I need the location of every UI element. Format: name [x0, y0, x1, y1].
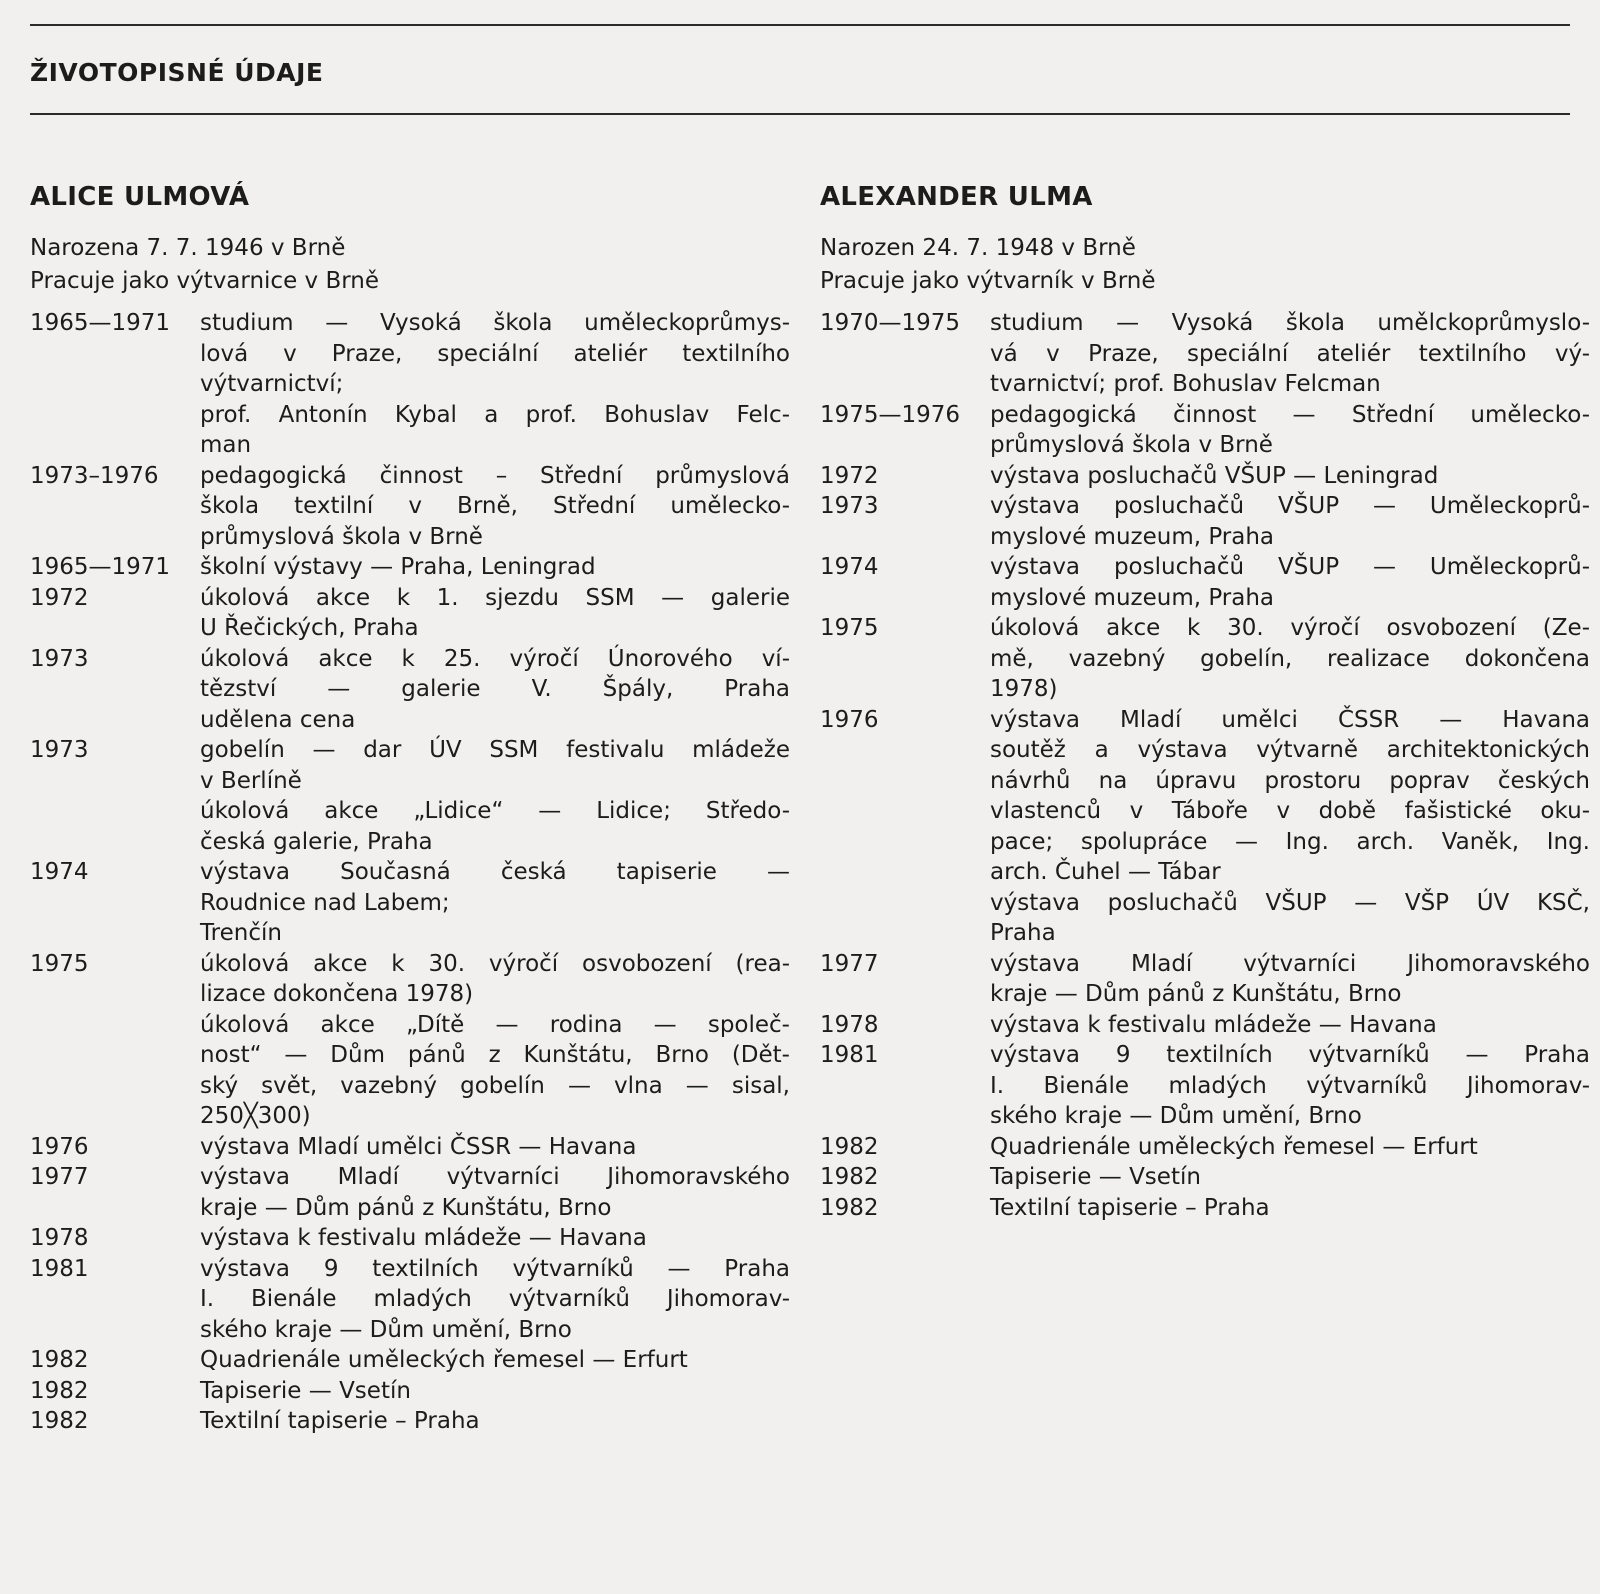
bio-entry	[30, 1223, 790, 1254]
bio-entry	[820, 705, 1590, 949]
entry-text	[200, 1406, 790, 1437]
entry-text	[200, 644, 790, 736]
job-info: Pracuje jako výtvarnice v Brně	[30, 268, 380, 294]
entry-year: 1978	[820, 1011, 879, 1038]
entry-line: kraje — Dům pánů z Kunštátu, Brno	[990, 981, 1402, 1007]
entry-year: 1972	[30, 584, 89, 611]
bio-entry	[30, 308, 790, 461]
entry-text	[200, 461, 790, 553]
entry-line: I. Bienále mladých výtvarníků Jihomorav-	[200, 1286, 790, 1312]
bio-entry	[820, 949, 1590, 1010]
job-info: Pracuje jako výtvarník v Brně	[820, 268, 1156, 294]
entry-line: Textilní tapiserie – Praha	[990, 1194, 1270, 1221]
entry-year: 1974	[820, 554, 879, 580]
bio-entry	[820, 1040, 1590, 1132]
entry-line: Roudnice nad Labem;	[200, 889, 450, 916]
bio-entry	[30, 583, 790, 644]
intro	[820, 232, 1590, 298]
bio-entry	[820, 1132, 1590, 1163]
entry-line: 1978)	[990, 676, 1058, 702]
entry-line: mě, vazebný gobelín, realizace dokončena	[990, 645, 1590, 672]
entry-line: prof. Antonín Kybal a prof. Bohuslav Felc-	[200, 401, 790, 428]
entry-line: U Řečických, Praha	[200, 615, 419, 641]
entry-year: 1970—1975	[820, 310, 961, 336]
entry-line: výstava Současná česká tapiserie —	[200, 859, 790, 885]
entry-text	[200, 1376, 790, 1407]
right-column	[820, 182, 1590, 1223]
bio-entry	[820, 613, 1590, 705]
entry-line: česká galerie, Praha	[200, 828, 433, 855]
intro	[30, 232, 790, 298]
entry-line: vlastenců v Táboře v době fašistické oku-	[990, 798, 1590, 824]
entry-year: 1973–1976	[30, 462, 159, 489]
entry-year: 1965—1971	[30, 310, 171, 336]
entry-text	[990, 1193, 1590, 1224]
bio-entry	[820, 461, 1590, 492]
entry-year: 1981	[820, 1042, 879, 1068]
entry-line: Praha	[990, 920, 1056, 946]
entry-line: man	[200, 432, 252, 458]
entry-text	[200, 552, 790, 583]
bio-entry	[820, 1162, 1590, 1193]
bio-entry	[30, 857, 790, 949]
person-name: ALICE ULMOVÁ	[30, 182, 250, 212]
entry-line: úkolová akce k 1. sjezdu SSM — galerie	[200, 584, 790, 611]
bio-entry	[30, 1376, 790, 1407]
bio-entries	[820, 308, 1590, 1223]
entry-line: úkolová akce k 30. výročí osvobození (rea-	[200, 950, 790, 977]
entry-line: myslové muzeum, Praha	[990, 584, 1275, 611]
entry-line: Tapiserie — Vsetín	[200, 1377, 411, 1404]
entry-line: Quadrienále uměleckých řemesel — Erfurt	[990, 1133, 1478, 1160]
entry-text	[990, 461, 1590, 492]
entry-year: 1977	[30, 1164, 89, 1190]
entry-line: úkolová akce k 30. výročí osvobození (Ze-	[990, 615, 1590, 641]
entry-text	[200, 1345, 790, 1376]
entry-year: 1976	[820, 706, 879, 733]
entry-text	[200, 857, 790, 949]
bio-entry	[820, 552, 1590, 613]
entry-line: I. Bienále mladých výtvarníků Jihomorav-	[990, 1072, 1590, 1099]
entry-line: úkolová akce „Dítě — rodina — společ-	[200, 1011, 790, 1038]
entry-line: vá v Praze, speciální ateliér textilního vý-	[990, 340, 1590, 367]
entry-year: 1981	[30, 1255, 89, 1282]
entry-line: výstava k festivalu mládeže — Havana	[990, 1011, 1437, 1038]
entry-line: výstava Mladí umělci ČSSR — Havana	[990, 706, 1590, 733]
bio-entry	[820, 1010, 1590, 1041]
entry-line: Trenčín	[200, 920, 282, 946]
entry-line: studium — Vysoká škola umělckoprůmyslo-	[990, 310, 1590, 336]
entry-line: tvarnictví; prof. Bohuslav Felcman	[990, 371, 1381, 397]
entry-text	[990, 552, 1590, 613]
entry-text	[200, 1223, 790, 1254]
entry-line: výstava posluchačů VŠUP — Uměleckoprů-	[990, 493, 1590, 519]
entry-line: výstava posluchačů VŠUP — Uměleckoprů-	[990, 554, 1590, 580]
entry-text	[200, 949, 790, 1132]
entry-year: 1976	[30, 1133, 89, 1160]
entry-line: arch. Čuhel — Tábar	[990, 859, 1221, 885]
bio-entry	[30, 1162, 790, 1223]
entry-year: 1978	[30, 1225, 89, 1251]
entry-line: myslové muzeum, Praha	[990, 523, 1275, 550]
entry-text	[990, 1132, 1590, 1163]
entry-text	[200, 583, 790, 644]
entry-line: úkolová akce „Lidice“ — Lidice; Středo-	[200, 798, 790, 824]
entry-line: udělena cena	[200, 706, 356, 733]
person-name: ALEXANDER ULMA	[820, 182, 1093, 212]
entry-text	[200, 308, 790, 461]
entry-line: gobelín — dar ÚV SSM festivalu mládeže	[200, 737, 790, 763]
entry-year: 1977	[820, 950, 879, 977]
entry-text	[990, 1040, 1590, 1132]
entry-text	[990, 705, 1590, 949]
entry-line: výstava k festivalu mládeže — Havana	[200, 1225, 647, 1251]
entry-line: výstava 9 textilních výtvarníků — Praha	[200, 1255, 790, 1282]
entry-year: 1982	[30, 1408, 89, 1434]
bio-entries	[30, 308, 790, 1437]
entry-year: 1982	[30, 1347, 89, 1373]
bio-entry	[30, 1406, 790, 1437]
entry-line: pedagogická činnost — Střední umělecko-	[990, 401, 1590, 428]
entry-text	[990, 613, 1590, 705]
entry-line: soutěž a výstava výtvarně architektonických	[990, 737, 1590, 763]
entry-line: výstava posluchačů VŠUP — VŠP ÚV KSČ,	[990, 889, 1590, 916]
entry-text	[200, 735, 790, 857]
entry-line: škola textilní v Brně, Střední umělecko-	[200, 493, 790, 519]
entry-line: výstava 9 textilních výtvarníků — Praha	[990, 1042, 1590, 1068]
entry-year: 1974	[30, 859, 89, 885]
bio-entry	[820, 491, 1590, 552]
entry-year: 1973	[30, 645, 89, 672]
bio-entry	[30, 1345, 790, 1376]
entry-line: návrhů na úpravu prostoru poprav českých	[990, 767, 1590, 794]
entry-year: 1982	[820, 1133, 879, 1160]
entry-text	[990, 949, 1590, 1010]
entry-line: výstava posluchačů VŠUP — Leningrad	[990, 462, 1439, 489]
entry-line: Tapiserie — Vsetín	[990, 1164, 1201, 1190]
entry-line: Quadrienále uměleckých řemesel — Erfurt	[200, 1347, 688, 1373]
entry-line: kraje — Dům pánů z Kunštátu, Brno	[200, 1194, 612, 1221]
entry-line: lizace dokončena 1978)	[200, 981, 474, 1007]
entry-line: pedagogická činnost – Střední průmyslová	[200, 462, 790, 489]
bio-entry	[30, 461, 790, 553]
top-rule	[30, 24, 1570, 26]
entry-line: výstava Mladí výtvarníci Jihomoravského	[200, 1164, 790, 1190]
entry-year: 1965—1971	[30, 554, 171, 580]
bio-entry	[30, 1132, 790, 1163]
entry-text	[990, 1010, 1590, 1041]
bio-entry	[820, 1193, 1590, 1224]
left-column	[30, 182, 790, 1437]
entry-line: studium — Vysoká škola uměleckoprůmys-	[200, 310, 790, 336]
entry-line: 250╳300)	[200, 1103, 311, 1129]
entry-line: úkolová akce k 25. výročí Únorového ví-	[200, 645, 790, 672]
entry-year: 1972	[820, 462, 879, 489]
bio-entry	[30, 949, 790, 1132]
entry-year: 1975	[30, 950, 89, 977]
entry-year: 1982	[30, 1377, 89, 1404]
entry-year: 1982	[820, 1194, 879, 1221]
entry-text	[200, 1132, 790, 1163]
bio-entry	[820, 400, 1590, 461]
section-title: ŽIVOTOPISNÉ ÚDAJE	[30, 58, 324, 87]
entry-line: výtvarnictví;	[200, 371, 344, 397]
entry-line: tězství — galerie V. Špály, Praha	[200, 676, 790, 702]
entry-line: výstava Mladí výtvarníci Jihomoravského	[990, 950, 1590, 977]
entry-year: 1975—1976	[820, 401, 961, 428]
entry-text	[990, 1162, 1590, 1193]
entry-year: 1982	[820, 1164, 879, 1190]
entry-text	[990, 491, 1590, 552]
entry-text	[990, 400, 1590, 461]
entry-line: v Berlíně	[200, 767, 302, 794]
entry-line: ského kraje — Dům umění, Brno	[200, 1316, 572, 1343]
entry-line: průmyslová škola v Brně	[200, 523, 483, 550]
entry-text	[200, 1254, 790, 1346]
entry-line: školní výstavy — Praha, Leningrad	[200, 554, 596, 580]
entry-year: 1973	[820, 493, 879, 519]
entry-line: pace; spolupráce — Ing. arch. Vaněk, Ing.	[990, 828, 1590, 855]
bio-entry	[30, 1254, 790, 1346]
entry-year: 1973	[30, 737, 89, 763]
entry-line: nost“ — Dům pánů z Kunštátu, Brno (Dět-	[200, 1042, 790, 1068]
entry-line: ského kraje — Dům umění, Brno	[990, 1103, 1362, 1129]
bio-entry	[30, 552, 790, 583]
birth-info: Narozen 24. 7. 1948 v Brně	[820, 235, 1136, 261]
entry-year: 1975	[820, 615, 879, 641]
entry-line: Textilní tapiserie – Praha	[200, 1408, 480, 1434]
entry-text	[990, 308, 1590, 400]
bio-entry	[820, 308, 1590, 400]
title-underline	[30, 113, 1570, 115]
bio-entry	[30, 735, 790, 857]
entry-text	[200, 1162, 790, 1223]
entry-line: průmyslová škola v Brně	[990, 432, 1273, 458]
bio-entry	[30, 644, 790, 736]
entry-line: ský svět, vazebný gobelín — vlna — sisal,	[200, 1072, 790, 1099]
birth-info: Narozena 7. 7. 1946 v Brně	[30, 235, 346, 261]
entry-line: lová v Praze, speciální ateliér textilního	[200, 340, 790, 367]
entry-line: výstava Mladí umělci ČSSR — Havana	[200, 1133, 637, 1160]
